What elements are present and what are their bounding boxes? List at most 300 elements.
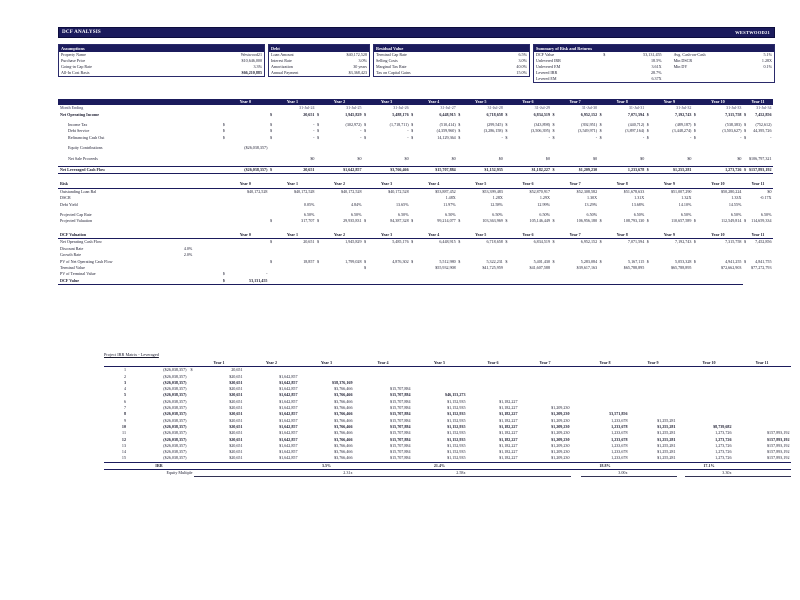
date-cell: 31-Jul-26 [393, 105, 409, 111]
cell-value: $1,255,281 [657, 430, 676, 436]
row-index: 14 [121, 449, 126, 455]
summary-label: Unlevered EM [536, 64, 561, 70]
year-header: Year 1 [269, 232, 316, 239]
cell-value: $1,642,857 [279, 430, 298, 436]
currency-symbol: $ [743, 128, 746, 134]
equity-cell: ($26,038,357) [163, 386, 187, 392]
cell-value: 6.50% [492, 212, 503, 218]
noi-value: 7,071,594 [627, 111, 645, 117]
currency-symbol: $ [552, 218, 555, 224]
cell-value: (3,286,158) [483, 128, 503, 134]
cell-value: - [595, 134, 598, 140]
date-cell: 31-Jul-25 [346, 105, 362, 111]
cell-value: $46,153,273 [445, 392, 466, 398]
currency-symbol: $ [743, 122, 746, 128]
cell-value: 114,659,334 [751, 218, 772, 224]
summary-risk-returns-box [533, 44, 775, 83]
year-header: Year 6 [504, 99, 551, 105]
year-header: Year 1 [269, 99, 316, 105]
currency-symbol: $ [269, 239, 272, 245]
row-label: Month Ending [60, 105, 84, 111]
cell-value: - [642, 134, 645, 140]
cell-value: 1,273,726 [715, 449, 732, 455]
cell-value: (3,448,274) [672, 128, 692, 134]
cell-value: $3,766,466 [334, 411, 353, 417]
currency-symbol: $ [505, 258, 508, 264]
cell-value: $3,766,466 [334, 436, 353, 442]
summary-value: 6.37X [651, 76, 662, 82]
cell-value: $1,209,230 [551, 442, 570, 448]
year-header: Year 2 [316, 99, 363, 105]
year-header: Year 0 [222, 181, 269, 188]
cell-value: 1,273,726 [693, 167, 743, 174]
cell-value: 1,233,678 [611, 455, 628, 461]
cell-value: $1,209,230 [557, 167, 598, 174]
cell-value: $0 [357, 155, 362, 161]
residual-value-box [373, 44, 530, 77]
date-cell: 31-Jul-30 [581, 105, 598, 111]
currency-symbol: $ [552, 111, 555, 117]
cell-value: 1,233,678 [611, 417, 628, 423]
property-title: WESTWOOD21 [735, 29, 770, 35]
cell-value: $1,152,935 [447, 417, 466, 423]
cell-value: 103,363,969 [482, 218, 503, 224]
irr-value [467, 462, 519, 469]
em-value [244, 470, 299, 477]
currency-symbol: $ [693, 134, 696, 140]
cell-value: 5,485,176 [392, 239, 409, 245]
cell-value: $15,707,884 [390, 386, 411, 392]
cell-value: 5,283,084 [580, 258, 598, 264]
year-header: Year 8 [599, 181, 646, 188]
cell-value: $0 [737, 155, 742, 161]
cell-value [228, 239, 269, 246]
cell-value: (4,359,960) [436, 128, 456, 134]
summary-value-right: 1.28X [761, 58, 772, 64]
dcf-value: 53,131,455 [228, 278, 269, 285]
cell-value: 5,401,430 [533, 258, 550, 264]
year-header: Year 5 [457, 232, 504, 239]
cell-value: $15,707,884 [390, 405, 411, 411]
currency-symbol: $ [222, 278, 228, 285]
cell-value: $1,255,281 [652, 167, 693, 174]
cell-value: $1,152,935 [447, 398, 466, 404]
cell-value: $72,662,903 [720, 264, 742, 270]
cell-value: 1,233,678 [611, 423, 628, 429]
residual-value: 6.5% [518, 52, 527, 58]
cell-value: $20,651 [229, 379, 243, 385]
cell-value: 112,549,814 [721, 218, 742, 224]
cell-value: - [740, 134, 742, 140]
cell-value: 6.50% [633, 212, 645, 218]
cell-value: - [407, 134, 409, 140]
year-header: Year 3 [363, 232, 410, 239]
year-header: Year 4 [410, 232, 457, 239]
noi-value: 6,448,915 [439, 111, 456, 117]
residual-value: 40.0% [516, 64, 527, 70]
currency-symbol: $ [269, 111, 272, 117]
currency-symbol: $ [505, 239, 508, 245]
year-header: Year 0 [222, 99, 269, 105]
cell-value: $0 [767, 188, 772, 194]
cell-value: 4,841,755 [755, 258, 772, 264]
cell-value: $1,152,935 [447, 411, 466, 417]
cell-value [354, 367, 412, 374]
currency-symbol: $ [743, 258, 746, 264]
cell-value: (489,187) [675, 122, 692, 128]
cell-value: $3,766,466 [334, 405, 353, 411]
currency-symbol: $ [743, 111, 746, 117]
row-label: Growth Rate [60, 252, 82, 258]
cell-value: $1,255,281 [657, 455, 676, 461]
blank-header [130, 360, 188, 367]
irr-value [244, 462, 299, 469]
cell-value: 1.28X [492, 195, 503, 201]
row-label: Refinancing Cash Out [68, 134, 105, 140]
currency-symbol: $ [505, 111, 508, 117]
currency-symbol: $ [552, 122, 555, 128]
cell-value: $15,707,884 [390, 392, 411, 398]
currency-symbol: $ [693, 122, 696, 128]
cell-value: (302,972) [345, 122, 362, 128]
equity-cell: ($26,038,357) [163, 373, 187, 379]
cell-value: 1.32X [681, 195, 692, 201]
cell-value: ($26,038,357) [222, 167, 269, 174]
cell-value: 6,718,658 [486, 239, 503, 245]
year-header: Year 2 [316, 181, 363, 188]
irr-matrix-title: Project IRR Matrix - Leveraged [104, 352, 159, 357]
cell-value: $1,209,230 [551, 417, 570, 423]
row-label: DSCR [60, 195, 71, 201]
column-header: Year 7 [519, 360, 571, 367]
assumptions-box [58, 44, 265, 77]
currency-symbol: $ [646, 134, 649, 140]
row-label: Net Operating Income [60, 111, 100, 117]
cell-value: 1,273,726 [715, 430, 732, 436]
cell-value: $3,766,466 [334, 449, 353, 455]
irr-value [629, 462, 677, 469]
summary-label-right: Avg. Cash-on-Cash [673, 52, 706, 58]
residual-label: Terminal Cap Rate [376, 52, 407, 58]
cell-value: $1,255,281 [657, 436, 676, 442]
cell-value: 110,657,589 [671, 218, 692, 224]
column-header: Year 10 [685, 360, 733, 367]
row-label: Projected Valuation [60, 218, 93, 224]
currency-symbol: $ [222, 122, 225, 128]
cell-value: $1,642,857 [279, 386, 298, 392]
equity-cell: ($26,038,357) [163, 455, 187, 461]
cell-value: 7,071,594 [627, 239, 645, 245]
noi-value: 5,488,176 [392, 111, 409, 117]
cell-value: $1,182,227 [499, 449, 518, 455]
irr-value: 21.4% [412, 462, 467, 469]
em-value [519, 470, 571, 477]
year-header: Year 9 [646, 181, 693, 188]
em-value: 3.00x [581, 470, 629, 477]
noi-value: 20,651 [303, 111, 315, 117]
cell-value: $1,152,935 [447, 436, 466, 442]
cell-value: $20,651 [229, 392, 243, 398]
cell-value: $1,152,935 [447, 430, 466, 436]
row-index: 6 [123, 398, 126, 404]
currency-symbol: $ [269, 258, 272, 264]
column-header: Year 6 [467, 360, 519, 367]
irr-value: 3.5% [299, 462, 354, 469]
cell-value [299, 367, 354, 374]
page-title: DCF ANALYSIS [62, 29, 101, 35]
section-label: Risk [58, 181, 222, 188]
cell-value: $1,255,281 [657, 449, 676, 455]
cell-value: $1,642,857 [279, 392, 298, 398]
currency-symbol: $ [646, 122, 649, 128]
cell-value: 4,876,302 [392, 258, 409, 264]
cell-value: 18,857 [303, 258, 315, 264]
cell-value: $15,707,884 [390, 455, 411, 461]
row-index: 3 [123, 379, 126, 385]
cell-value: 317,707 [301, 218, 315, 224]
cell-value: $41,607,588 [529, 264, 550, 270]
year-header: Year 11 [743, 181, 773, 188]
cell-value: $15,707,884 [390, 442, 411, 448]
cell-value: $15,707,884 [410, 167, 457, 174]
cell-value: $65,788,895 [670, 264, 692, 270]
assumption-label: Going-in Cap Rate [61, 64, 92, 70]
year-header: Year 8 [599, 232, 646, 239]
row-index: 10 [121, 423, 126, 429]
cell-value: $1,209,230 [551, 430, 570, 436]
year-header: Year 1 [269, 181, 316, 188]
currency-symbol: $ [599, 239, 602, 245]
equity-cell: ($26,038,357) [163, 405, 187, 411]
summary-table [534, 52, 774, 82]
noi-value: 1,945,829 [345, 111, 362, 117]
currency-symbol: $ [458, 239, 461, 245]
currency-symbol: $ [190, 367, 193, 373]
cell-value: 11.97% [443, 201, 456, 207]
assumptions-table [59, 52, 264, 76]
cell-value: 7,315,758 [725, 239, 742, 245]
assumptions-header: Assumptions [59, 45, 264, 52]
cell-value: 1.31X [634, 195, 645, 201]
cell-value: $40,172,528 [293, 188, 315, 194]
cell-value: 14,129,364 [437, 134, 456, 140]
assumption-label: Purchase Price [61, 58, 86, 64]
cell-value: 20,651 [275, 167, 316, 174]
currency-symbol: $ [222, 271, 225, 277]
cell-value: $1,642,857 [279, 449, 298, 455]
currency-symbol: $ [411, 258, 414, 264]
cell-value: 1,233,678 [611, 442, 628, 448]
cell-value: $106,797,321 [748, 155, 772, 161]
cell-value [412, 367, 467, 374]
cell-value: $1,642,857 [279, 379, 298, 385]
year-header: Year 4 [410, 99, 457, 105]
cell-value: 6.50% [303, 212, 315, 218]
cell-value: $20,651 [229, 398, 243, 404]
cell-value: $1,209,230 [551, 423, 570, 429]
currency-symbol: $ [505, 218, 508, 224]
spacer-cell [571, 462, 581, 469]
currency-symbol: $ [364, 264, 367, 270]
year-header: Year 5 [457, 99, 504, 105]
spacer-row [58, 225, 773, 232]
cell-value: 5,053,328 [675, 258, 692, 264]
spacer-row [58, 174, 773, 182]
year-header: Year 7 [551, 181, 598, 188]
equity-cell: ($26,038,357) [163, 442, 187, 448]
currency-symbol: $ [364, 239, 367, 245]
assumption-value: Westwood21 [240, 52, 262, 58]
dcf-section-header-row [58, 232, 773, 239]
noi-value: 6,718,658 [486, 111, 503, 117]
cell-value: 20,651 [231, 367, 243, 373]
spacer-cell [677, 462, 685, 469]
cell-value: $1,152,935 [447, 449, 466, 455]
cell-value: $3,766,466 [334, 455, 353, 461]
irr-matrix-header-row [104, 360, 791, 367]
net-leveraged-cash-flow-row [58, 167, 773, 174]
cell-value: $77,272,793 [751, 264, 772, 270]
cell-value: $157,893,192 [766, 449, 790, 455]
currency-symbol: $ [316, 128, 319, 134]
spacer-cell [677, 470, 685, 477]
cell-value: 1.33X [731, 195, 742, 201]
cell-value: 6.50% [350, 212, 362, 218]
cell-value: $0 [687, 155, 692, 161]
currency-symbol: $ [316, 239, 319, 245]
currency-symbol: $ [599, 258, 602, 264]
currency-symbol: $ [743, 134, 746, 140]
summary-value-right: 0.1% [763, 64, 772, 70]
currency-symbol: $ [411, 111, 414, 117]
date-cell: 31-Jul-28 [487, 105, 503, 111]
currency-symbol: $ [743, 239, 746, 245]
cell-value: 12.99% [537, 201, 550, 207]
equity-cell: ($26,038,357) [163, 367, 187, 373]
assumption-value: $66,210,885 [241, 70, 262, 76]
currency-symbol: $ [505, 134, 508, 140]
currency-symbol: $ [599, 111, 602, 117]
currency-symbol: $ [693, 258, 696, 264]
cell-value: 1,273,726 [715, 442, 732, 448]
cell-value: $1,182,227 [499, 411, 518, 417]
cell-value: 13.29% [584, 201, 598, 207]
cell-value: $3,766,466 [334, 392, 353, 398]
year-header: Year 10 [693, 181, 743, 188]
cell-value: $1,255,281 [657, 417, 676, 423]
cell-value: 13.65% [395, 201, 409, 207]
currency-symbol: $ [316, 258, 319, 264]
equity-multiple-label: Equity Multiple [166, 470, 193, 476]
cell-value: 20,651 [303, 239, 315, 245]
cell-value: 1.29X [539, 195, 550, 201]
row-index: 1 [123, 367, 126, 373]
noi-value: 7,452,856 [755, 111, 772, 117]
column-header: Year 2 [244, 360, 299, 367]
cell-value: $0 [498, 155, 503, 161]
cell-value: (538,383) [725, 122, 742, 128]
cell-value: 1,945,829 [345, 239, 362, 245]
cell-value: $40,172,528 [341, 188, 362, 194]
currency-symbol: $ [552, 258, 555, 264]
cell-value: $1,152,935 [447, 442, 466, 448]
summary-value: 3.61X [651, 64, 662, 70]
column-header: Year 9 [629, 360, 677, 367]
em-value [629, 470, 677, 477]
row-label: Income Tax [68, 122, 88, 128]
summary-label-right: Min DSCR [673, 58, 693, 64]
equity-cell: ($26,038,357) [163, 379, 187, 385]
equity-cell: ($26,038,357) [163, 430, 187, 436]
assumption-label: Property Name [61, 52, 86, 58]
column-header: Year 4 [354, 360, 412, 367]
currency-symbol: $ [411, 122, 414, 128]
summary-value: 18.5% [651, 58, 662, 64]
cell-value: - [360, 134, 362, 140]
row-label: PV of Terminal Value [60, 271, 96, 277]
column-header: Year 8 [581, 360, 629, 367]
irr-summary-row [104, 462, 791, 469]
assumption-value: $10,646,000 [241, 58, 262, 64]
currency-symbol: $ [693, 218, 696, 224]
em-value: 3.30x [685, 470, 733, 477]
cell-value: $15,707,884 [390, 449, 411, 455]
risk-section-header-row [58, 181, 773, 188]
year-header: Year 3 [363, 181, 410, 188]
irr-value [733, 462, 791, 469]
cell-value: $1,255,281 [657, 442, 676, 448]
year-header: Year 7 [551, 232, 598, 239]
cell-value: $1,152,935 [447, 455, 466, 461]
debt-box [268, 44, 370, 77]
currency-symbol: $ [505, 122, 508, 128]
cell-value: $20,651 [229, 430, 243, 436]
debt-value: $3,368,423 [348, 70, 367, 76]
currency-symbol: $ [411, 218, 414, 224]
currency-symbol: $ [269, 167, 275, 174]
summary-label: Levered EM [536, 76, 557, 82]
cell-value: - [770, 134, 772, 140]
date-cell: 31-Jul-24 [299, 105, 315, 111]
currency-symbol: $ [222, 134, 225, 140]
cell-value: $1,642,857 [279, 436, 298, 442]
cell-value: $1,182,227 [499, 442, 518, 448]
noi-value: 7,315,758 [725, 111, 742, 117]
cell-value: $20,651 [229, 449, 243, 455]
currency-symbol: $ [743, 167, 749, 174]
currency-symbol: $ [269, 134, 272, 140]
net-operating-cash-flow-row [58, 239, 773, 246]
cell-value: $40,172,528 [388, 188, 409, 194]
cell-value: $1,642,857 [279, 423, 298, 429]
row-label: Projected Cap Rate [60, 212, 92, 218]
irr-label: IRR [130, 462, 188, 469]
currency-symbol: $ [269, 128, 272, 134]
currency-symbol: $ [269, 218, 272, 224]
discount-rate-value: 4.0% [183, 245, 193, 251]
year-header: Year 9 [646, 99, 693, 105]
cell-value: $1,152,935 [447, 405, 466, 411]
currency-symbol: $ [646, 111, 649, 117]
cell-value: $157,893,192 [766, 455, 790, 461]
cell-value: $1,209,230 [551, 455, 570, 461]
cell-value: - [548, 134, 550, 140]
cell-value: $15,707,884 [390, 430, 411, 436]
spacer-cell [677, 455, 685, 462]
summary-label-right [664, 76, 726, 82]
row-label: Outstanding Loan Bal [60, 188, 97, 194]
row-index: 13 [121, 442, 126, 448]
